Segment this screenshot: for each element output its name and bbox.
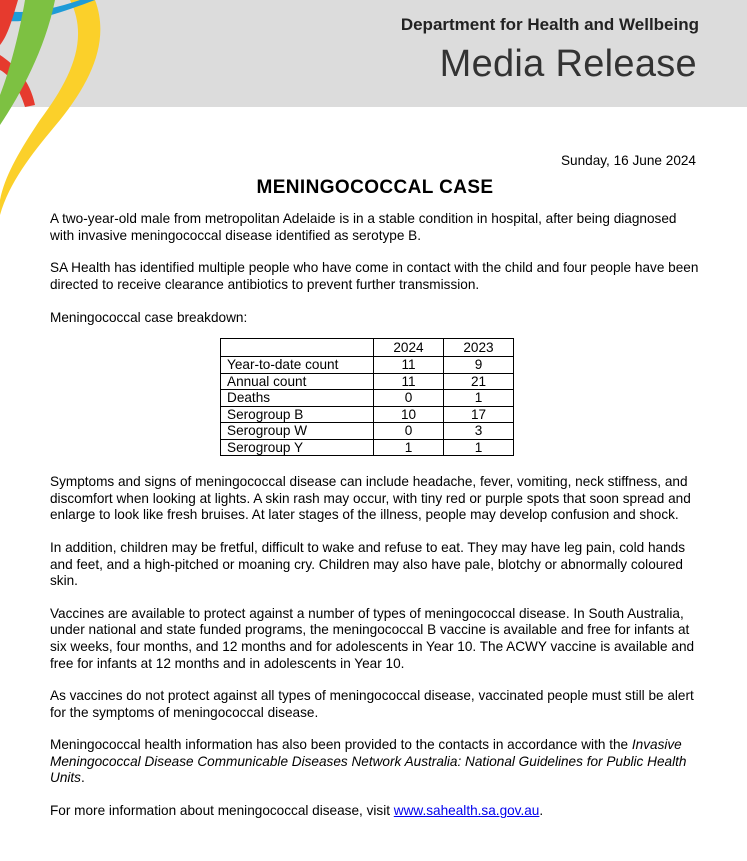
cell-2023: 1 — [444, 390, 514, 407]
paragraph-guidelines — [50, 737, 700, 787]
table-row — [221, 390, 514, 407]
table-header-blank — [221, 339, 374, 357]
paragraph-case-summary: A two-year-old male from metropolitan Adelaide is in a stable condition in hospital, after being diagnosed with invasive meningococcal disease identified as serotype B. — [50, 211, 677, 243]
paragraph-breakdown-intro: Meningococcal case breakdown: — [50, 309, 248, 325]
table-row — [221, 373, 514, 390]
table-header-2023: 2023 — [444, 339, 514, 357]
row-label: Year-to-date count — [221, 357, 374, 374]
cell-2023: 3 — [444, 423, 514, 440]
table-header-row — [221, 339, 514, 357]
department-name: Department for Health and Wellbeing — [400, 15, 699, 34]
paragraph-vaccines: Vaccines are available to protect against a number of types of meningococcal disease. In South Australia, under national and state funded programs, the meningococcal B vaccine is available and free for infants at six weeks, four months, and 12 months and for adolescents in Year 10. The ACWY vaccine is available and free for infants at 12 months and in adolescents in Year 10. — [50, 605, 695, 671]
cell-2023: 21 — [444, 373, 514, 390]
cell-2023: 17 — [444, 406, 514, 423]
media-release-heading: Media Release — [439, 43, 697, 85]
guidelines-end: . — [80, 770, 85, 786]
row-label: Deaths — [221, 390, 374, 407]
paragraph-children-symptoms: In addition, children may be fretful, difficult to wake and refuse to eat. They may have leg pain, cold hands and feet, and a high-pitched or moaning cry. Children may also have pale, blotchy or abnormally coloured skin. — [50, 539, 686, 589]
table-header-2024: 2024 — [374, 339, 444, 357]
cell-2024: 0 — [374, 423, 444, 440]
paragraph-more-info — [50, 803, 700, 820]
more-info-end: . — [539, 803, 544, 819]
release-body — [50, 153, 700, 836]
table-row — [221, 423, 514, 440]
paragraph-contacts: SA Health has identified multiple people who have come in contact with the child and four people have been directed to receive clearance antibiotics to prevent further transmission. — [50, 260, 699, 292]
cell-2023: 9 — [444, 357, 514, 374]
table-row — [221, 357, 514, 374]
row-label: Annual count — [221, 373, 374, 390]
cell-2023: 1 — [444, 439, 514, 456]
paragraph-symptoms: Symptoms and signs of meningococcal disease can include headache, fever, vomiting, neck stiffness, and discomfort when looking at lights. A skin rash may occur, with tiny red or purple spots that soon spread and enlarge to look like fresh bruises. At later stages of the illness, people may develop confusion and shock. — [50, 474, 691, 523]
swoosh-red-top — [0, 0, 18, 45]
cell-2024: 11 — [374, 357, 444, 374]
paragraph-vaccine-caveat: As vaccines do not protect against all types of meningococcal disease, vaccinated people must still be alert for the symptoms of meningococcal disease. — [50, 688, 694, 720]
cell-2024: 10 — [374, 406, 444, 423]
row-label: Serogroup W — [221, 423, 374, 440]
row-label: Serogroup Y — [221, 439, 374, 456]
table-row — [221, 406, 514, 423]
table-row — [221, 439, 514, 456]
guidelines-title: Invasive Meningococcal Disease Communicable Diseases Network Australia: National Guidelines for Public Health Units — [50, 737, 687, 786]
release-title: MENINGOCOCCAL CASE — [256, 176, 494, 198]
cell-2024: 1 — [374, 439, 444, 456]
more-info-text: For more information about meningococcal disease, visit — [50, 803, 394, 819]
cell-2024: 11 — [374, 373, 444, 390]
cell-2024: 0 — [374, 390, 444, 407]
release-date: Sunday, 16 June 2024 — [560, 153, 696, 168]
case-breakdown-table — [220, 338, 514, 456]
sahealth-link[interactable]: www.sahealth.sa.gov.au — [393, 803, 540, 819]
guidelines-text: Meningococcal health information has also been provided to the contacts in accordance with the — [50, 737, 632, 753]
row-label: Serogroup B — [221, 406, 374, 423]
